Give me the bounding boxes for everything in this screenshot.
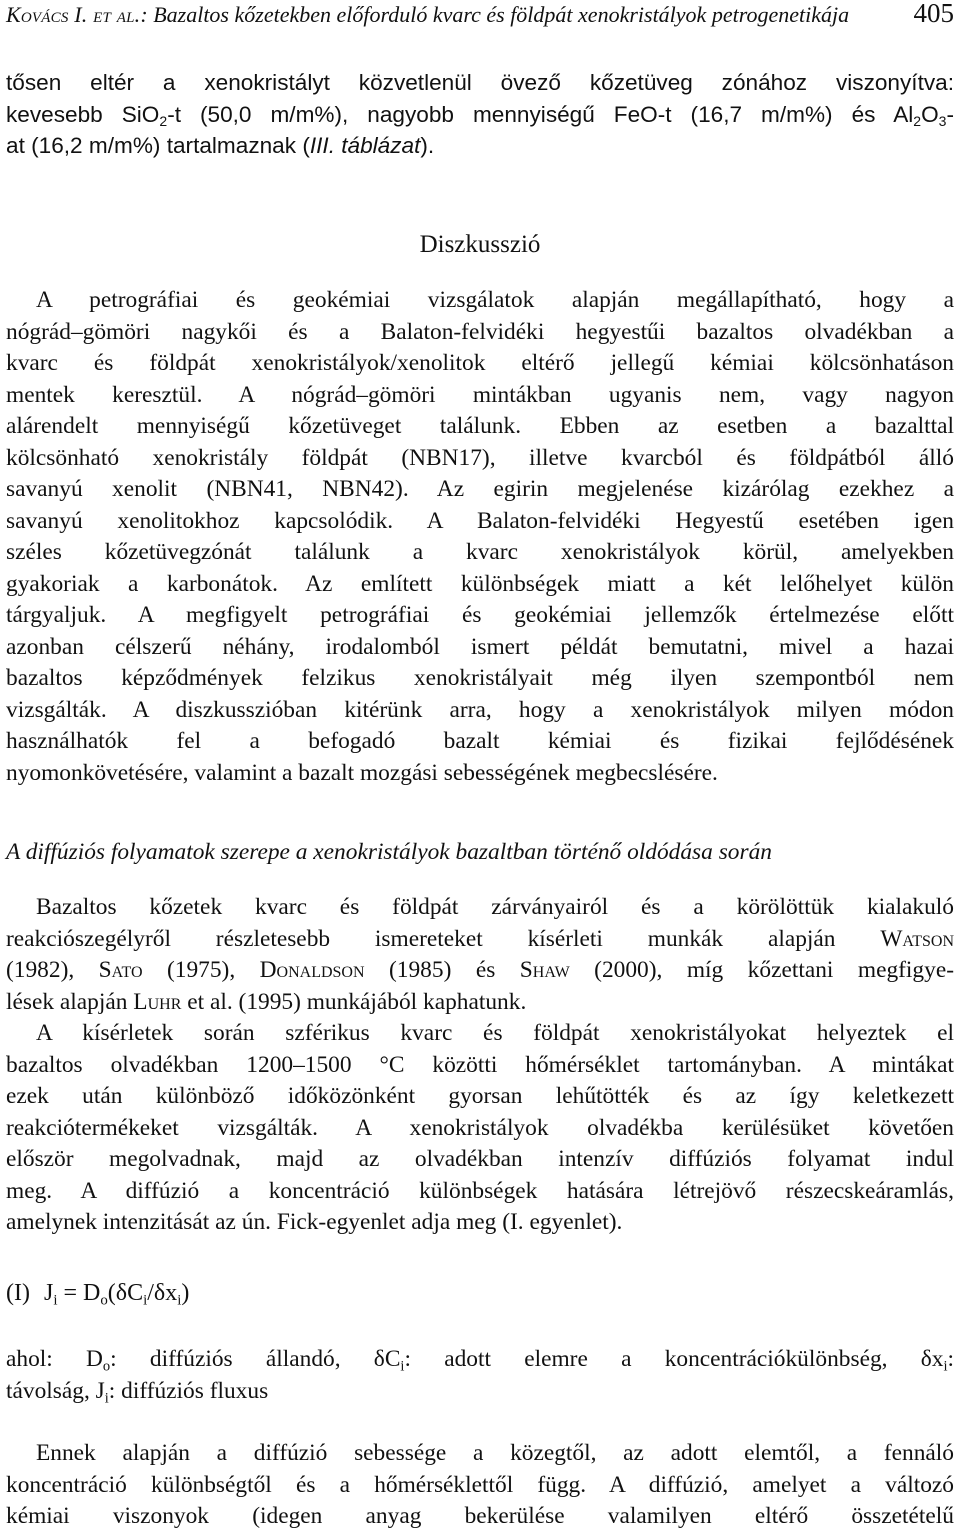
discussion-line: kvarc és földpát xenokristályok/xenolitok eltérő jellegű kémiai kölcsönhatáson [6,350,954,376]
header-separator: : [140,2,148,27]
intro-line-2: kevesebb SiO$_2$-t (50,0 m/m%), nagyobb mennyiségű FeO-t (16,7 m/m%) és $Al_2O_3-$ [6,101,954,129]
section-heading: Diszkusszió [419,231,541,258]
paragraph-line: Ennek alapján a diffúzió sebessége a közegtől, az adott elemtől, a fennáló [36,1440,954,1466]
paragraph-line: A kísérletek során szférikus kvarc és földpát xenokristályokat helyeztek el [36,1020,954,1046]
legend-line: ahol: $D_o$: diffúziós állandó, $\delta C_i$: adott elemre a koncentrációkülönbség, $\delta x_i$: [6,1346,954,1375]
citation-author: Luhr [133,988,182,1015]
discussion-line: széles kőzetüvegzónát találunk a kvarc xenokristályok körül, amelyekben [6,539,954,565]
paragraph-line: reakciószegélyről részletesebb ismereteket kísérleti munkák alapján Watson [6,925,954,952]
running-header [6,2,954,36]
subsection-heading: A diffúziós folyamatok szerepe a xenokristályok bazaltban történő oldódása során [6,839,772,865]
diffusion-paragraph-2 [6,1018,954,1239]
discussion-line: savanyú xenolitokhoz kapcsolódik. A Balaton-felvidéki Hegyestű esetében igen [6,507,954,534]
discussion-line: alárendelt mennyiségű kőzetüveget találunk. Ebben az esetben a bazalttal [6,413,954,439]
discussion-line: nógrád–gömöri nagykői és a Balaton-felvidéki hegyestűi bazaltos olvadékban a [6,318,954,345]
header-author: Kovács I. et al. [6,2,141,27]
discussion-line: azonban célszerű néhány, irodalomból ismert példát bemutatni, mivel a hazai [6,633,954,660]
paragraph-line: koncentráció különbségtől és a hőmérséklettől függ. A diffúzió, amelyet a változó [6,1471,954,1498]
page-number: 405 [913,0,954,28]
citation-author: Donaldson [259,957,365,983]
discussion-paragraph [6,285,954,789]
intro-line-1: tősen eltér a xenokristályt közvetlenül övező kőzetüveg zónához viszonyítva: [6,70,954,95]
discussion-line: savanyú xenolit (NBN41, NBN42). Az egirin megjelenése kizárólag ezekhez a [6,476,954,502]
paragraph-line: meg. A diffúzió a koncentráció különbségek hatására létrejövő részecskeáramlás, [6,1177,954,1204]
discussion-line: bazaltos képződmények felzikus xenokristályait még ilyen szempontból nem [6,665,954,691]
discussion-line: mentek keresztül. A nógrád–gömöri mintákban ugyanis nem, vagy nagyon [6,381,954,408]
discussion-line: vizsgálták. A diszkusszióban kitérünk arra, hogy a xenokristályok milyen módon [6,696,954,723]
equation-legend [6,1344,954,1407]
discussion-line: nyomonkövetésére, valamint a bazalt mozgási sebességének megbecslésére. [6,759,718,786]
discussion-line: tárgyaljuk. A megfigyelt petrográfiai és geokémiai jellemzők értelmezése előtt [6,602,954,628]
diffusion-paragraph-1 [6,892,954,1018]
paragraph-line: Bazaltos kőzetek kvarc és földpát zárványairól és a körölöttük kialakuló [36,894,954,920]
discussion-line: használhatók fel a befogadó bazalt kémiai és fizikai fejlődésének [6,728,954,754]
discussion-line: gyakoriak a karbonátok. Az említett különbségek miatt a két lelőhelyet külön [6,570,954,597]
fick-equation: (I) $J_i = D_o(\delta C_i/\delta x_i)$ [6,1280,190,1309]
paragraph-line: lések alapján Luhr et al. (1995) munkájából kaphatunk. [6,988,527,1015]
citation-author: Watson [880,925,954,952]
paragraph-line: először megolvadnak, majd az olvadékban intenzív diffúziós folyamat indul [6,1146,954,1172]
equation-number: (I) [6,1280,30,1306]
intro-paragraph [6,67,954,162]
discussion-line: A petrográfiai és geokémiai vizsgálatok alapján megállapítható, hogy a [36,287,954,313]
paragraph-line: ezek után különböző időközönként gyorsan lehűtötték és az így keletkezett [6,1083,954,1109]
paragraph-line: reakciótermékeket vizsgálták. A xenokristályok olvadékba kerülésüket követően [6,1114,954,1141]
paragraph-line: (1982), Sato (1975), Donaldson (1985) és Shaw (2000), míg kőzettani megfigye- [6,957,954,983]
legend-line: távolság, $J_i$: diffúziós fluxus [6,1377,269,1406]
citation-author: Shaw [519,957,570,983]
citation-author: Sato [98,957,143,983]
paragraph-line: kémiai viszonyok (idegen anyag bekerülése valamilyen eltérő összetételű [6,1503,954,1529]
paragraph-line: bazaltos olvadékban 1200–1500 °C közötti hőmérséklet tartományban. A mintákat [6,1051,954,1078]
header-running-title: Bazaltos kőzetekben előforduló kvarc és földpát xenokristályok petrogenetikája [153,2,850,27]
discussion-line: kölcsönható xenokristály földpát (NBN17), illetve kvarcból és földpátból álló [6,444,954,471]
paragraph-line: amelynek intenzitását az ún. Fick-egyenlet adja meg (I. egyenlet). [6,1209,623,1235]
intro-line-3: at (16,2 m/m%) tartalmaznak (III. táblázat). [6,133,435,158]
diffusion-paragraph-3 [6,1438,954,1533]
table-reference: III. táblázat [309,133,421,158]
